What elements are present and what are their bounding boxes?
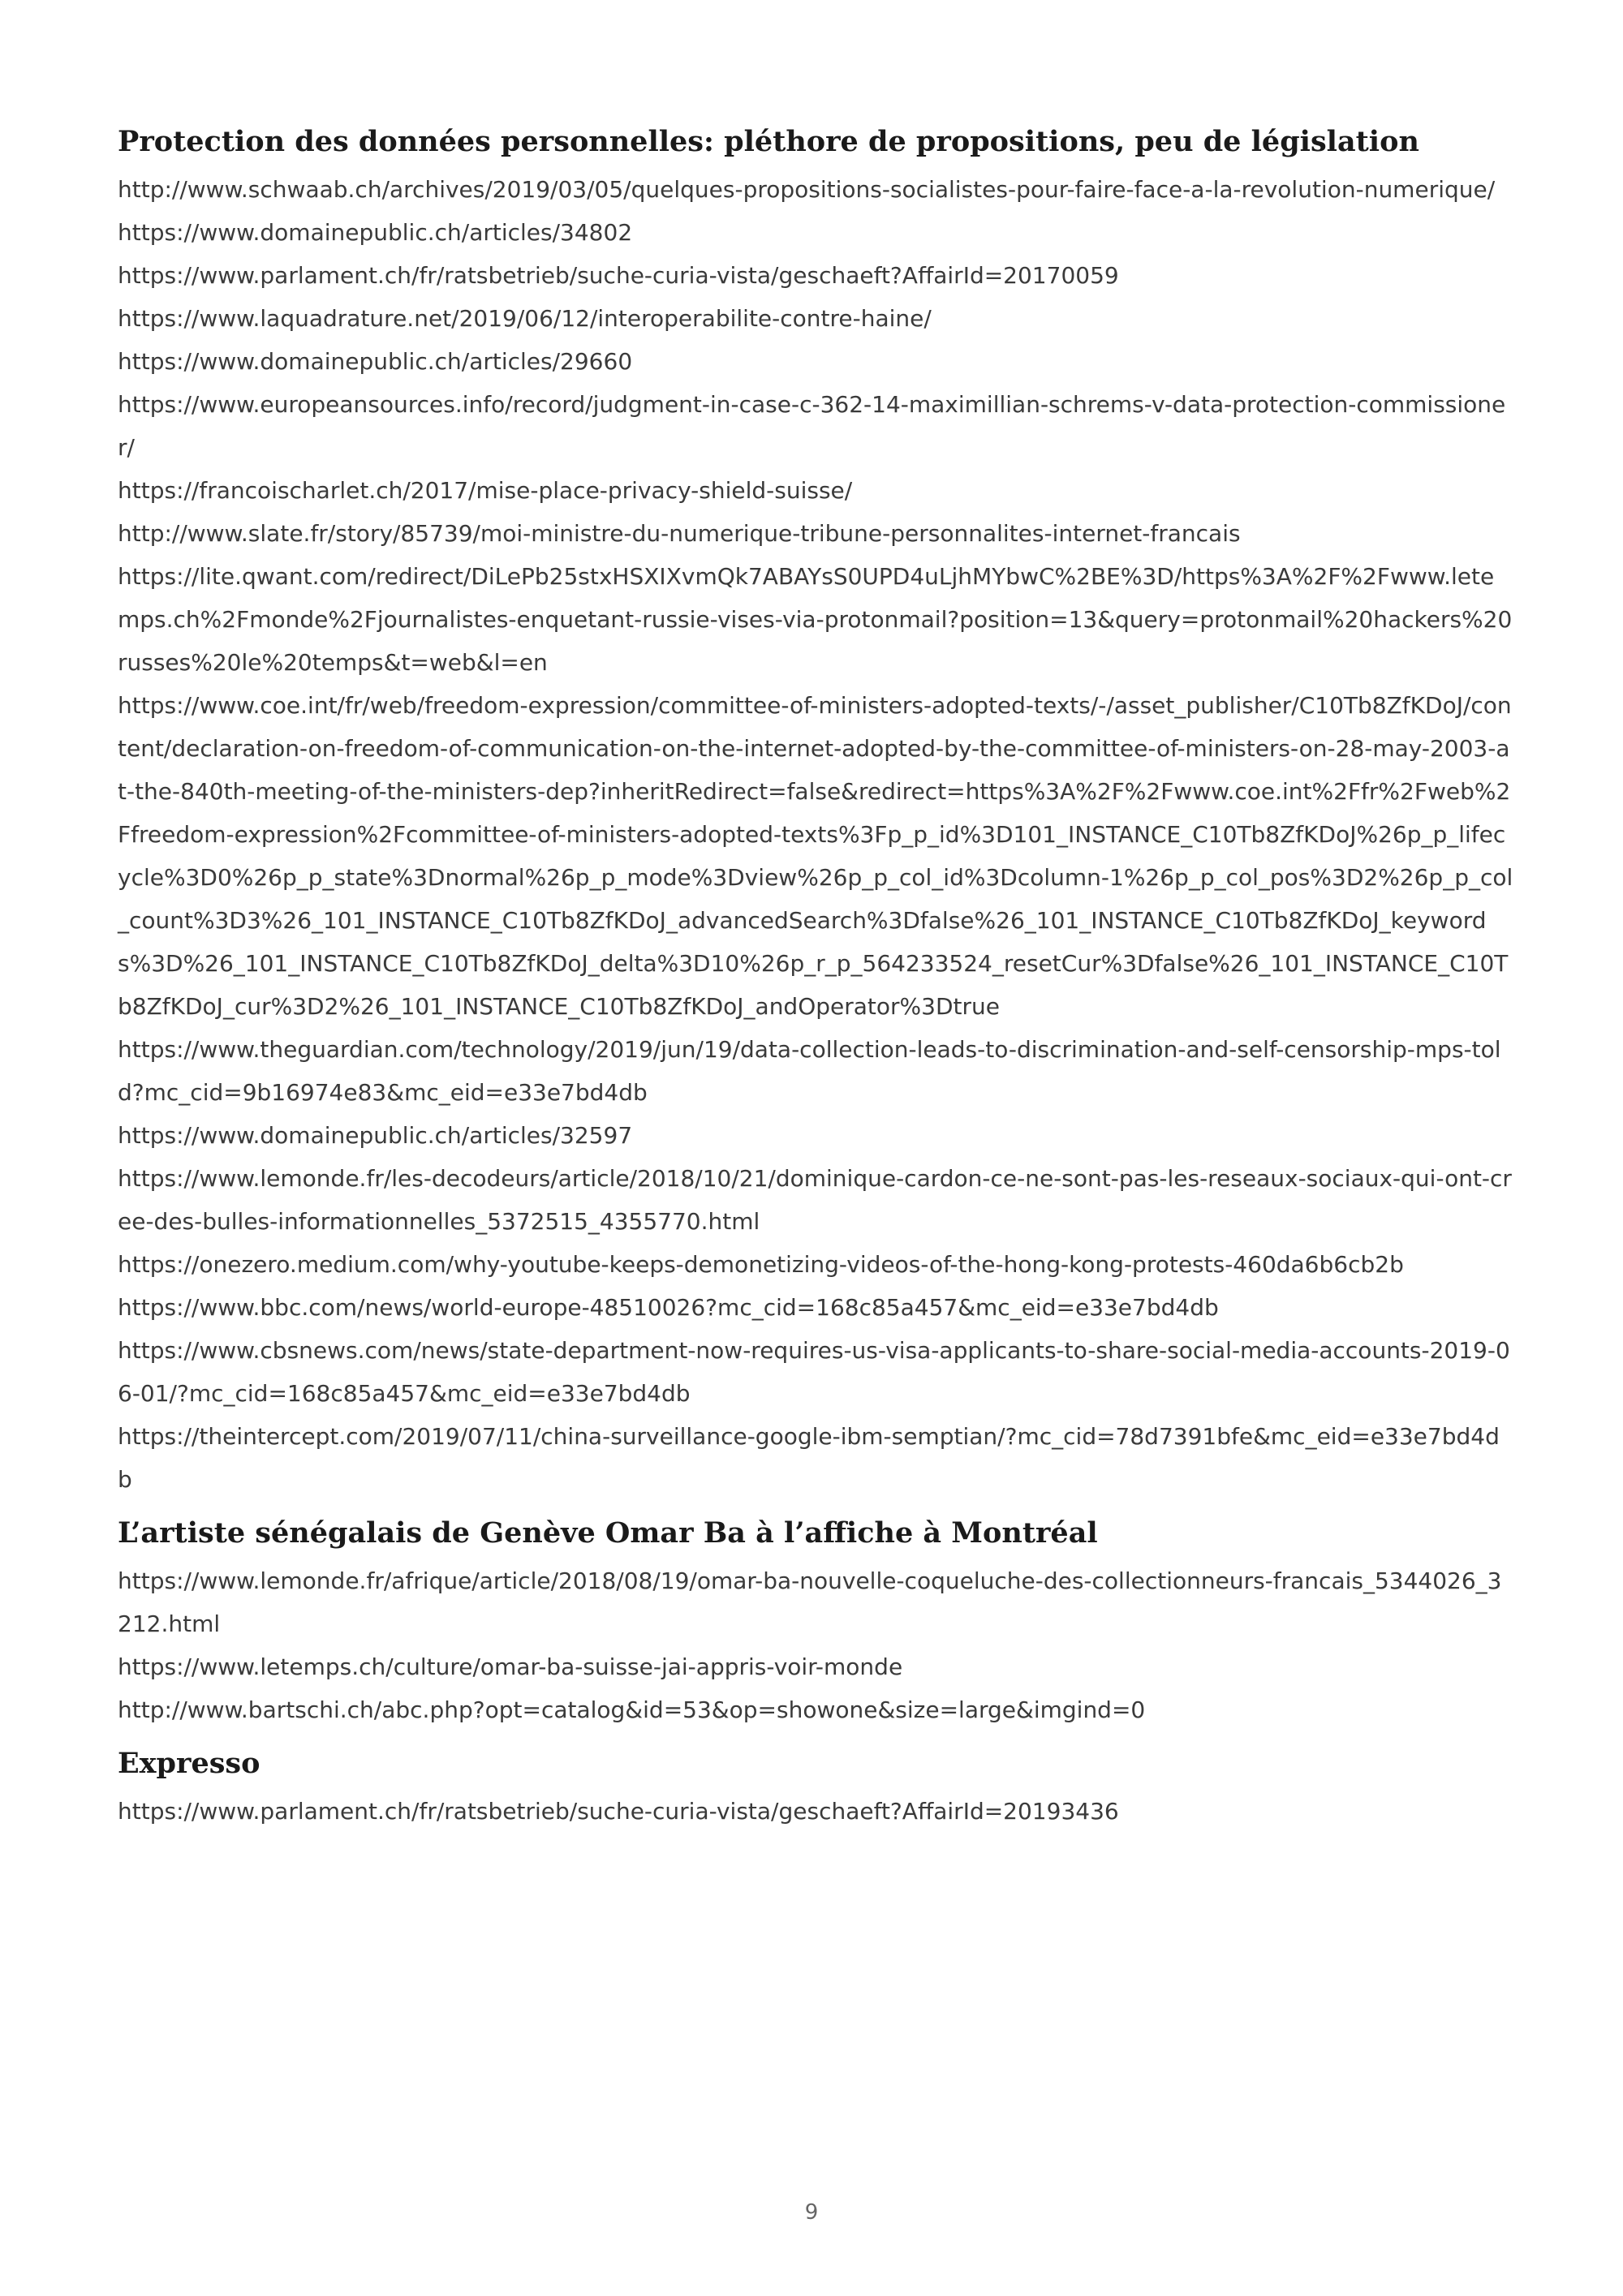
reference-link[interactable]: https://lite.qwant.com/redirect/DiLePb25stxHSXIXvmQk7ABAYsS0UPD4uLjhMYbwC%2BE%3D/https%3A%2F%2Fwww.letemps.ch%2Fmonde%2Fjournalistes-enquetant-russie-vises-via-protonmail?position=13&query=protonmail%20hackers%20russes%20le%20temps&t=web&l=en: [118, 563, 1513, 676]
reference-link[interactable]: https://www.letemps.ch/culture/omar-ba-suisse-jai-appris-voir-monde: [118, 1653, 903, 1680]
section-expresso: [118, 1748, 1513, 1833]
page-number: 9: [804, 2200, 819, 2225]
section-heading: L’artiste sénégalais de Genève Omar Ba à l’affiche à Montréal: [118, 1516, 1098, 1550]
reference-link[interactable]: https://www.lemonde.fr/afrique/article/2018/08/19/omar-ba-nouvelle-coqueluche-des-collectionneurs-francais_5344026_3212.html: [118, 1567, 1502, 1637]
reference-link[interactable]: https://www.parlament.ch/fr/ratsbetrieb/suche-curia-vista/geschaeft?AffairId=20193436: [118, 1798, 1119, 1825]
reference-link[interactable]: http://www.schwaab.ch/archives/2019/03/05/quelques-propositions-socialistes-pour-faire-face-a-la-revolution-numerique/: [118, 176, 1496, 203]
reference-link[interactable]: https://www.parlament.ch/fr/ratsbetrieb/suche-curia-vista/geschaeft?AffairId=20170059: [118, 262, 1119, 289]
reference-link[interactable]: https://onezero.medium.com/why-youtube-keeps-demonetizing-videos-of-the-hong-kong-protests-460da6b6cb2b: [118, 1251, 1404, 1278]
reference-link[interactable]: https://www.laquadrature.net/2019/06/12/interoperabilite-contre-haine/: [118, 305, 932, 332]
reference-link[interactable]: https://www.lemonde.fr/les-decodeurs/article/2018/10/21/dominique-cardon-ce-ne-sont-pas-les-reseaux-sociaux-qui-ont-cree-des-bulles-informationnelles_5372515_4355770.html: [118, 1165, 1512, 1235]
reference-link[interactable]: http://www.bartschi.ch/abc.php?opt=catalog&id=53&op=showone&size=large&imgind=0: [118, 1696, 1146, 1723]
section-heading: Protection des données personnelles: pléthore de propositions, peu de législation: [118, 125, 1419, 158]
reference-link[interactable]: https://www.bbc.com/news/world-europe-48510026?mc_cid=168c85a457&mc_eid=e33e7bd4db: [118, 1294, 1219, 1321]
reference-link[interactable]: https://theintercept.com/2019/07/11/china-surveillance-google-ibm-semptian/?mc_cid=78d7391bfe&mc_eid=e33e7bd4db: [118, 1423, 1500, 1493]
reference-link[interactable]: https://www.europeansources.info/record/judgment-in-case-c-362-14-maximillian-schrems-v-data-protection-commissioner/: [118, 391, 1506, 461]
document-page: [118, 126, 1513, 1833]
section-data-protection: [118, 126, 1513, 1501]
reference-link[interactable]: https://www.coe.int/fr/web/freedom-expression/committee-of-ministers-adopted-texts/-/asset_publisher/C10Tb8ZfKDoJ/content/declaration-on-freedom-of-communication-on-the-internet-adopted-by-the-committee-of-ministers-on-28-may-2003-at-the-840th-meeting-of-the-ministers-dep?inheritRedirect=false&redirect=https%3A%2F%2Fwww.coe.int%2Ffr%2Fweb%2Ffreedom-expression%2Fcommittee-of-ministers-adopted-texts%3Fp_p_id%3D101_INSTANCE_C10Tb8ZfKDoJ%26p_p_lifecycle%3D0%26p_p_state%3Dnormal%26p_p_mode%3Dview%26p_p_col_id%3Dcolumn-1%26p_p_col_pos%3D2%26p_p_col_count%3D3%26_101_INSTANCE_C10Tb8ZfKDoJ_advancedSearch%3Dfalse%26_101_INSTANCE_C10Tb8ZfKDoJ_keywords%3D%26_101_INSTANCE_C10Tb8ZfKDoJ_delta%3D10%26p_r_p_564233524_resetCur%3Dfalse%26_101_INSTANCE_C10Tb8ZfKDoJ_cur%3D2%26_101_INSTANCE_C10Tb8ZfKDoJ_andOperator%3Dtrue: [118, 692, 1513, 1020]
reference-link[interactable]: https://www.domainepublic.ch/articles/29660: [118, 348, 633, 375]
reference-link[interactable]: https://www.cbsnews.com/news/state-department-now-requires-us-visa-applicants-to-share-social-media-accounts-2019-06-01/?mc_cid=168c85a457&mc_eid=e33e7bd4db: [118, 1337, 1510, 1407]
reference-link[interactable]: https://francoischarlet.ch/2017/mise-place-privacy-shield-suisse/: [118, 477, 853, 504]
section-omar-ba: [118, 1517, 1513, 1731]
reference-link[interactable]: http://www.slate.fr/story/85739/moi-ministre-du-numerique-tribune-personnalites-internet-francais: [118, 520, 1241, 547]
reference-link[interactable]: https://www.theguardian.com/technology/2019/jun/19/data-collection-leads-to-discrimination-and-self-censorship-mps-told?mc_cid=9b16974e83&mc_eid=e33e7bd4db: [118, 1036, 1501, 1106]
reference-link[interactable]: https://www.domainepublic.ch/articles/34802: [118, 219, 633, 246]
section-heading: Expresso: [118, 1747, 260, 1780]
reference-link[interactable]: https://www.domainepublic.ch/articles/32597: [118, 1122, 633, 1149]
